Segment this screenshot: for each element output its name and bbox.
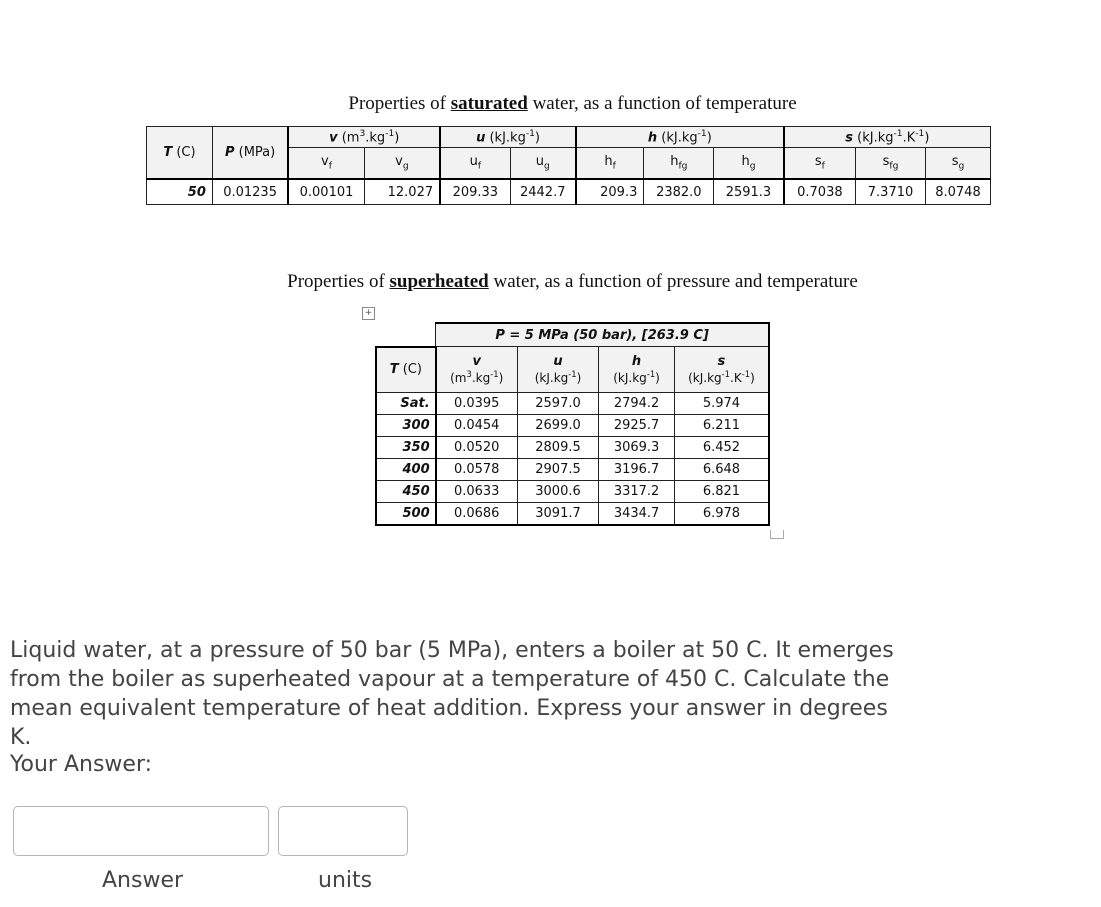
answer-input[interactable] bbox=[13, 806, 269, 856]
header-temperature: T (C) bbox=[376, 347, 436, 393]
header-uf: $u_f$ bbox=[440, 148, 510, 180]
table-row bbox=[376, 436, 769, 458]
header-ug: $u_g$ bbox=[510, 148, 576, 180]
title-suffix: water, as a function of temperature bbox=[527, 93, 797, 114]
superheated-table-title bbox=[0, 271, 1101, 293]
cell-s: 6.648 bbox=[674, 458, 769, 480]
header-vg: $v_g$ bbox=[364, 148, 440, 180]
cell-temperature: 450 bbox=[376, 480, 436, 502]
header-entropy: s $(kJ.kg^{-1}.K^{-1})$ bbox=[784, 127, 991, 148]
table-row bbox=[376, 414, 769, 436]
header-hfg: $h_{fg}$ bbox=[644, 148, 714, 180]
header-temperature: T (C) bbox=[147, 127, 213, 180]
table-row bbox=[376, 502, 769, 525]
cell-h: 2925.7 bbox=[599, 414, 675, 436]
cell-sfg: 7.3710 bbox=[856, 179, 926, 205]
pressure-header: P = 5 MPa (50 bar), [263.9 C] bbox=[436, 323, 769, 347]
cell-s: 5.974 bbox=[674, 392, 769, 414]
answer-prompt: Your Answer: bbox=[10, 752, 153, 777]
header-sfg: $s_{fg}$ bbox=[856, 148, 926, 180]
cell-s: 6.452 bbox=[674, 436, 769, 458]
header-internal-energy: u $(kJ.kg^{-1})$ bbox=[440, 127, 576, 148]
title-suffix: water, as a function of pressure and temperature bbox=[488, 271, 858, 292]
units-input[interactable] bbox=[278, 806, 408, 856]
header-h: h $(kJ.kg^{-1})$ bbox=[599, 347, 675, 393]
cell-h: 2794.2 bbox=[599, 392, 675, 414]
cell-u: 2907.5 bbox=[517, 458, 599, 480]
cell-v: 0.0520 bbox=[436, 436, 518, 458]
cell-v: 0.0686 bbox=[436, 502, 518, 525]
cell-temperature: Sat. bbox=[376, 392, 436, 414]
cell-uf: 209.33 bbox=[440, 179, 510, 205]
header-specific-volume: v $(m^3.kg^{-1})$ bbox=[288, 127, 440, 148]
header-enthalpy: h $(kJ.kg^{-1})$ bbox=[576, 127, 784, 148]
header-vf: $v_f$ bbox=[288, 148, 364, 180]
saturated-table-title bbox=[0, 93, 1101, 115]
cell-vf: 0.00101 bbox=[288, 179, 364, 205]
cell-v: 0.0395 bbox=[436, 392, 518, 414]
table-row bbox=[147, 179, 991, 205]
cell-temperature: 400 bbox=[376, 458, 436, 480]
cell-sg: 8.0748 bbox=[925, 179, 990, 205]
header-s: s $(kJ.kg^{-1}.K^{-1})$ bbox=[674, 347, 769, 393]
superheated-water-table bbox=[375, 322, 770, 526]
cell-h: 3434.7 bbox=[599, 502, 675, 525]
cell-v: 0.0633 bbox=[436, 480, 518, 502]
header-sf: $s_f$ bbox=[784, 148, 856, 180]
blank-corner bbox=[376, 323, 436, 347]
table-resize-handle[interactable] bbox=[770, 530, 784, 539]
question-text: Liquid water, at a pressure of 50 bar (5 MPa), enters a boiler at 50 C. It emerges from the boiler as superheated vapour at a temperature of 450 C. Calculate the mean equivalent temperature of heat addition. Express your answer in degrees K. bbox=[10, 638, 894, 750]
header-pressure: P (MPa) bbox=[212, 127, 288, 180]
cell-hg: 2591.3 bbox=[714, 179, 784, 205]
cell-h: 3317.2 bbox=[599, 480, 675, 502]
cell-u: 2809.5 bbox=[517, 436, 599, 458]
header-v: v $(m^3.kg^{-1})$ bbox=[436, 347, 518, 393]
units-label: units bbox=[318, 868, 373, 893]
cell-pressure: 0.01235 bbox=[212, 179, 288, 205]
title-bold-word: saturated bbox=[450, 93, 528, 114]
title-prefix: Properties of bbox=[348, 93, 451, 114]
table-row bbox=[376, 458, 769, 480]
saturated-water-table bbox=[146, 126, 991, 205]
header-hf: $h_f$ bbox=[576, 148, 644, 180]
cell-ug: 2442.7 bbox=[510, 179, 576, 205]
cell-u: 2597.0 bbox=[517, 392, 599, 414]
cell-s: 6.978 bbox=[674, 502, 769, 525]
header-hg: $h_g$ bbox=[714, 148, 784, 180]
cell-temperature: 500 bbox=[376, 502, 436, 525]
title-prefix: Properties of bbox=[287, 271, 390, 292]
cell-s: 6.211 bbox=[674, 414, 769, 436]
cell-u: 3000.6 bbox=[517, 480, 599, 502]
title-bold-word: superheated bbox=[389, 271, 489, 292]
cell-sf: 0.7038 bbox=[784, 179, 856, 205]
table-row bbox=[376, 480, 769, 502]
cell-v: 0.0454 bbox=[436, 414, 518, 436]
cell-u: 2699.0 bbox=[517, 414, 599, 436]
cell-hf: 209.3 bbox=[576, 179, 644, 205]
cell-h: 3196.7 bbox=[599, 458, 675, 480]
cell-temperature: 300 bbox=[376, 414, 436, 436]
answer-label: Answer bbox=[102, 868, 184, 893]
cell-s: 6.821 bbox=[674, 480, 769, 502]
cell-u: 3091.7 bbox=[517, 502, 599, 525]
cell-hfg: 2382.0 bbox=[644, 179, 714, 205]
cell-temperature: 350 bbox=[376, 436, 436, 458]
cell-vg: 12.027 bbox=[364, 179, 440, 205]
cell-temperature: 50 bbox=[147, 179, 213, 205]
cell-v: 0.0578 bbox=[436, 458, 518, 480]
move-handle-icon[interactable]: + bbox=[362, 307, 375, 320]
cell-h: 3069.3 bbox=[599, 436, 675, 458]
table-row bbox=[376, 392, 769, 414]
header-sg: $s_g$ bbox=[925, 148, 990, 180]
header-u: u $(kJ.kg^{-1})$ bbox=[517, 347, 599, 393]
